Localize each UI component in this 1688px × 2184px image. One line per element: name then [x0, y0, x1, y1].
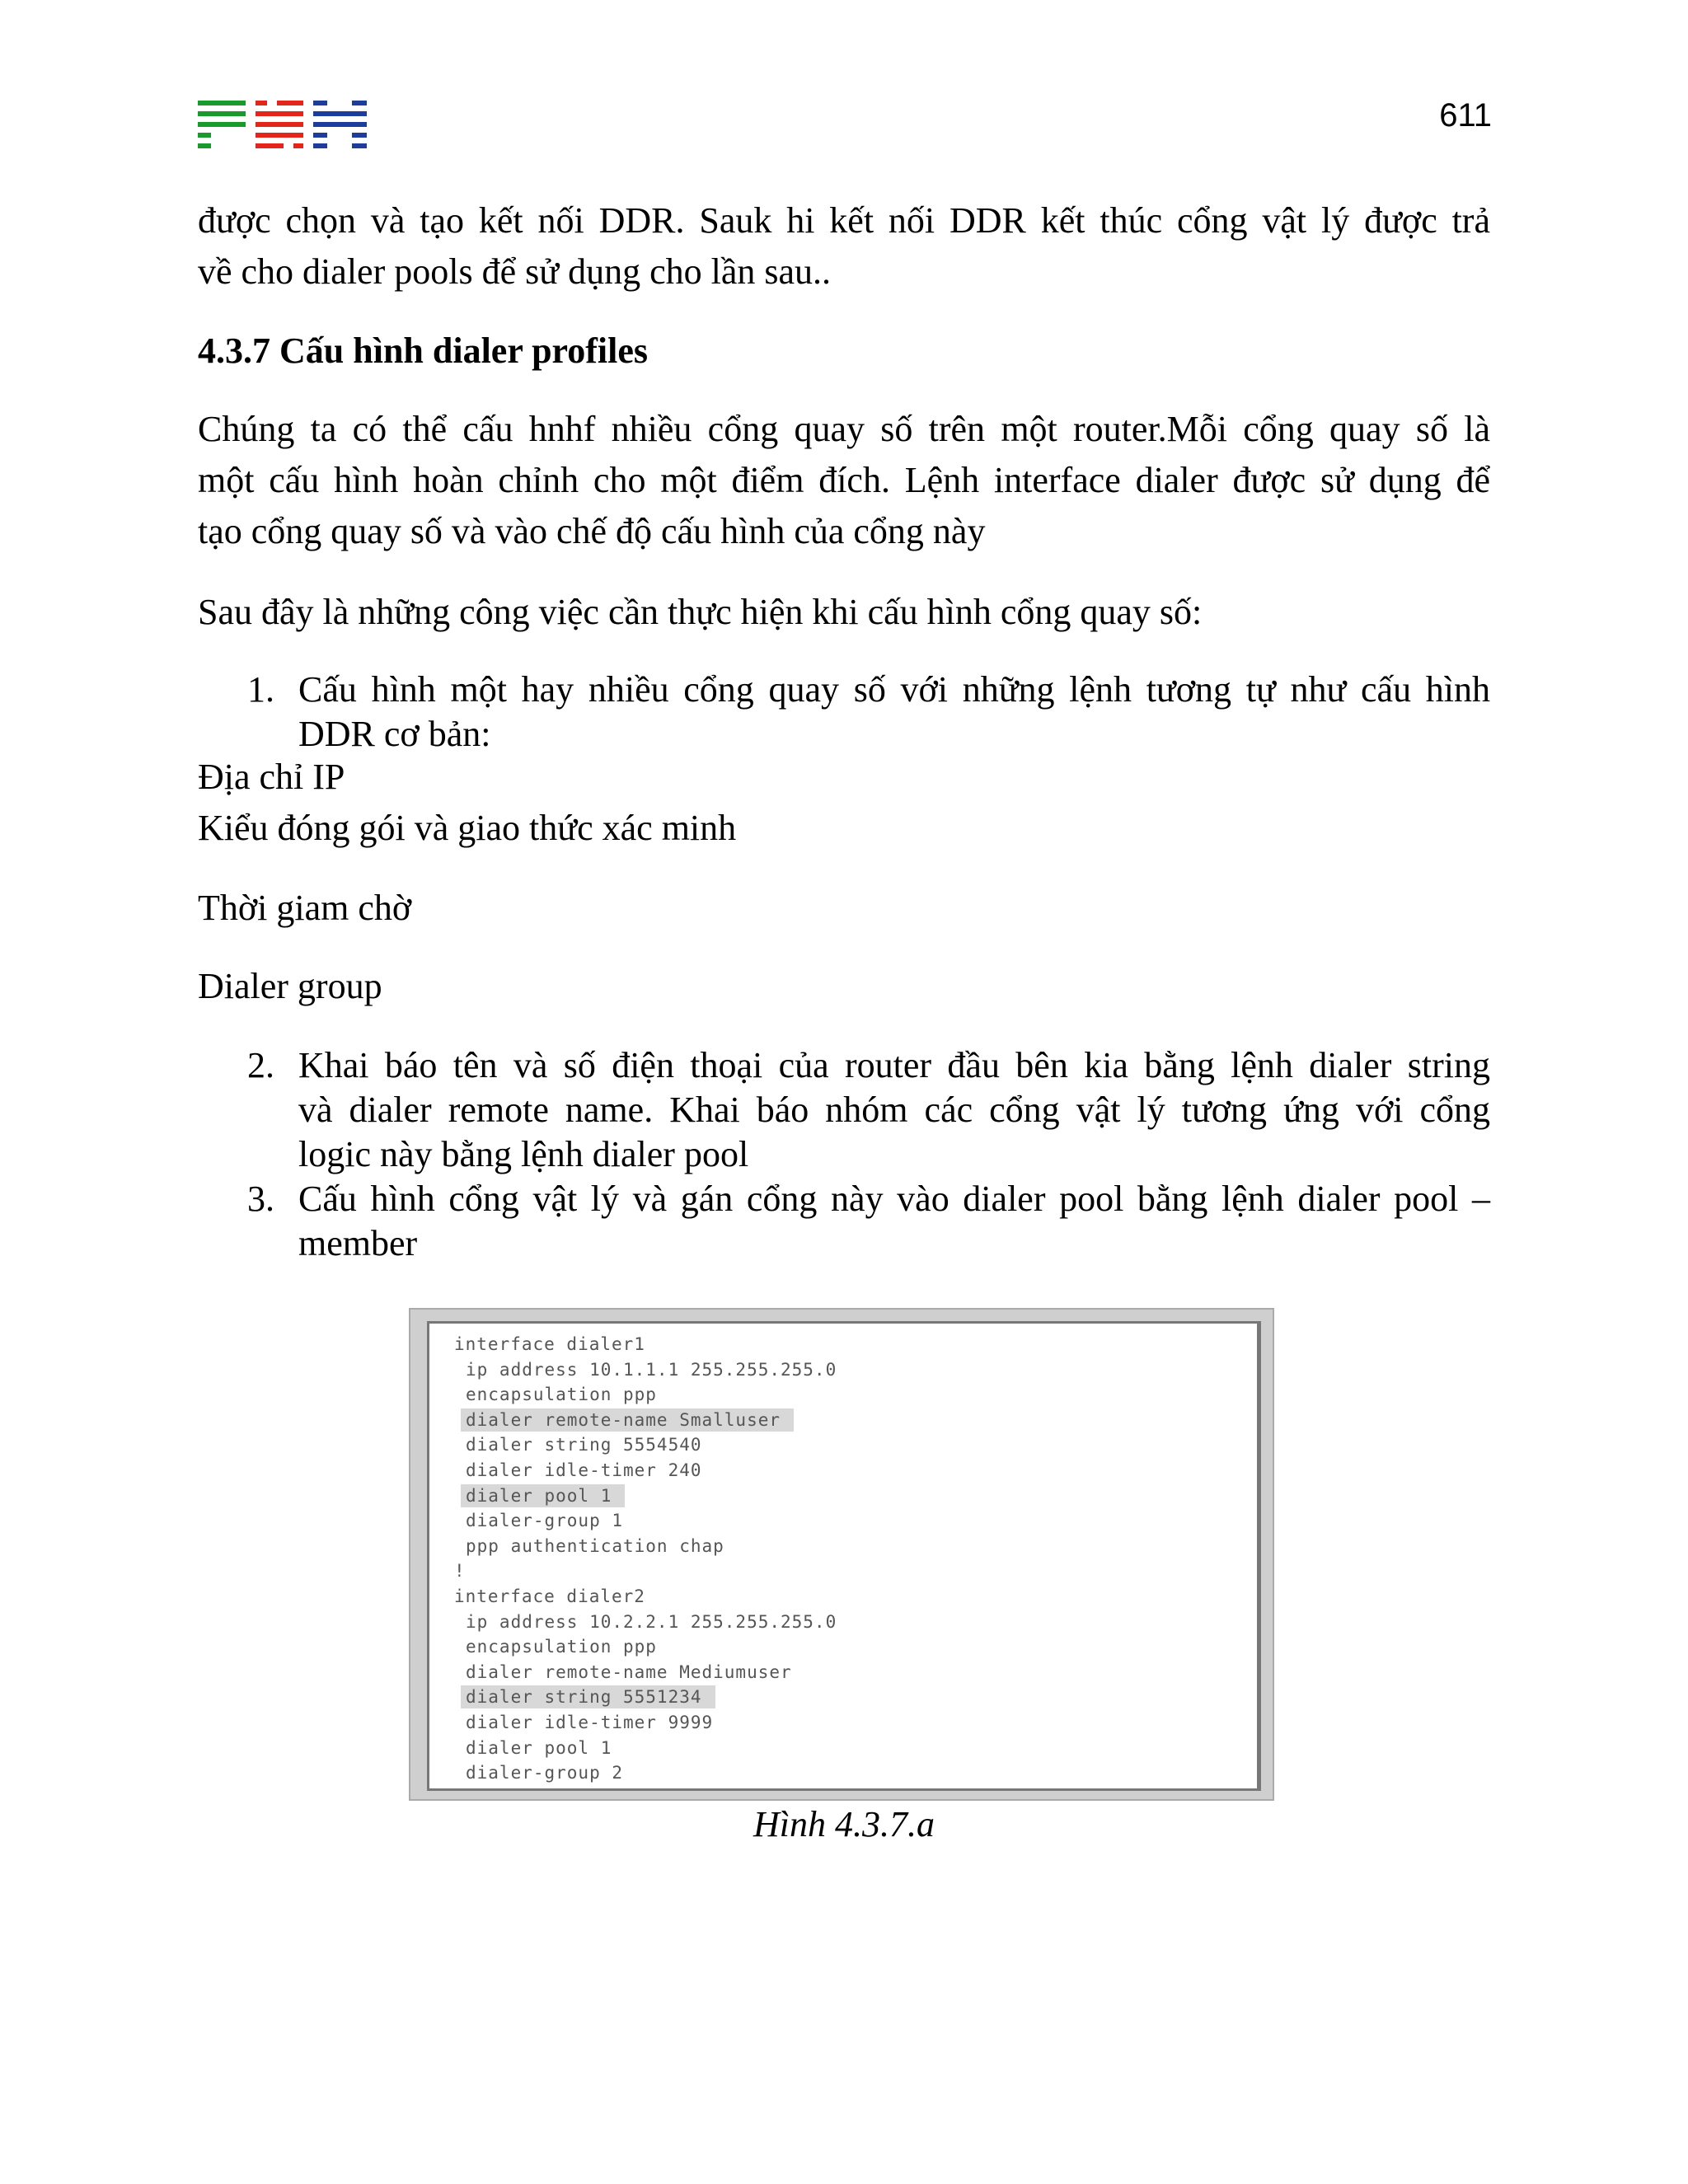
text-line: về cho dialer pools để sử dụng cho lần sau.. — [198, 251, 832, 292]
code-line-text: dialer string 5551234 — [461, 1685, 715, 1708]
code-line-text: dialer idle-timer 240 — [466, 1460, 702, 1480]
sub-item-encapsulation: Kiểu đóng gói và giao thức xác minh — [198, 808, 737, 848]
code-line-text: interface dialer1 — [454, 1334, 645, 1354]
text-line: tạo cổng quay số và vào chế độ cấu hình của cổng này — [198, 511, 986, 551]
code-line — [454, 1332, 837, 1357]
code-line-text: interface dialer2 — [454, 1586, 645, 1606]
code-line — [454, 1584, 837, 1610]
code-line — [454, 1357, 837, 1383]
text-line: Chúng ta có thể cấu hnhf nhiều cổng quay số trên một router.Mỗi cổng quay số là — [198, 409, 1490, 449]
list-number: 1. — [247, 669, 274, 710]
section-heading: 4.3.7 Cấu hình dialer profiles — [198, 330, 649, 371]
sub-item-idle-timer: Thời giam chờ — [198, 888, 412, 928]
paragraph-dialer-interfaces — [198, 404, 1490, 557]
intro-paragraph — [198, 195, 1490, 298]
text-line: member — [298, 1223, 418, 1263]
code-line-text: dialer pool 1 — [466, 1737, 612, 1758]
text-line: Cấu hình cổng vật lý và gán cổng này vào dialer pool bằng lệnh dialer pool – — [298, 1179, 1490, 1219]
code-line — [454, 1760, 837, 1786]
code-line-text: dialer remote-name Mediumuser — [466, 1661, 792, 1682]
code-line — [454, 1458, 837, 1483]
code-line — [454, 1685, 837, 1710]
paragraph-tasks-intro: Sau đây là những công việc cần thực hiện khi cấu hình cổng quay số: — [198, 592, 1203, 632]
code-line-text: ip address 10.2.2.1 255.255.255.0 — [466, 1611, 837, 1632]
figure-caption: Hình 4.3.7.a — [753, 1804, 935, 1844]
code-line — [454, 1610, 837, 1635]
code-line — [454, 1408, 837, 1433]
text-line: được chọn và tạo kết nối DDR. Sauk hi kết nối DDR kết thúc cổng vật lý được trả — [198, 200, 1490, 241]
code-line — [454, 1508, 837, 1534]
config-figure — [409, 1308, 1274, 1801]
code-line — [454, 1634, 837, 1660]
code-line-text: dialer idle-timer 9999 — [466, 1712, 714, 1732]
list-item-3 — [298, 1177, 1490, 1266]
code-line — [454, 1382, 837, 1408]
pnh-logo — [198, 101, 367, 148]
text-line: DDR cơ bản: — [298, 714, 491, 754]
code-line — [454, 1660, 837, 1685]
code-line — [454, 1534, 837, 1559]
list-item-2 — [298, 1043, 1490, 1177]
code-line-text: dialer-group 2 — [466, 1763, 624, 1783]
config-screenshot — [427, 1321, 1261, 1791]
code-line-text: dialer-group 1 — [466, 1511, 624, 1531]
text-line: một cấu hình hoàn chỉnh cho một điểm đích. Lệnh interface dialer được sử dụng để — [198, 460, 1490, 500]
code-line-text: ip address 10.1.1.1 255.255.255.0 — [466, 1359, 837, 1380]
code-line-text: encapsulation ppp — [466, 1637, 657, 1657]
page-number: 611 — [1439, 97, 1492, 134]
code-line — [454, 1558, 837, 1584]
code-line — [454, 1483, 837, 1509]
code-line-text: dialer pool 1 — [461, 1484, 625, 1507]
code-line-text: encapsulation ppp — [466, 1385, 657, 1405]
code-line-text: dialer remote-name Smalluser — [461, 1408, 794, 1432]
text-line: logic này bằng lệnh dialer pool — [298, 1134, 749, 1174]
code-line-text: dialer string 5554540 — [466, 1435, 702, 1455]
text-line: Cấu hình một hay nhiều cổng quay số với những lệnh tương tự như cấu hình — [298, 669, 1490, 710]
code-line — [454, 1710, 837, 1736]
code-line-text: ppp authentication chap — [466, 1535, 724, 1556]
list-number: 2. — [247, 1045, 274, 1085]
code-line — [454, 1432, 837, 1458]
code-line-text: ! — [454, 1561, 466, 1582]
text-line: và dialer remote name. Khai báo nhóm các cổng vật lý tương ứng với cổng — [298, 1090, 1490, 1130]
list-item-1 — [298, 668, 1490, 757]
list-number: 3. — [247, 1179, 274, 1219]
text-line: Khai báo tên và số điện thoại của router đầu bên kia bằng lệnh dialer string — [298, 1045, 1490, 1085]
sub-item-dialer-group: Dialer group — [198, 966, 382, 1006]
code-line — [454, 1736, 837, 1761]
config-code-block — [454, 1332, 837, 1786]
sub-item-ip-address: Địa chỉ IP — [198, 757, 345, 797]
